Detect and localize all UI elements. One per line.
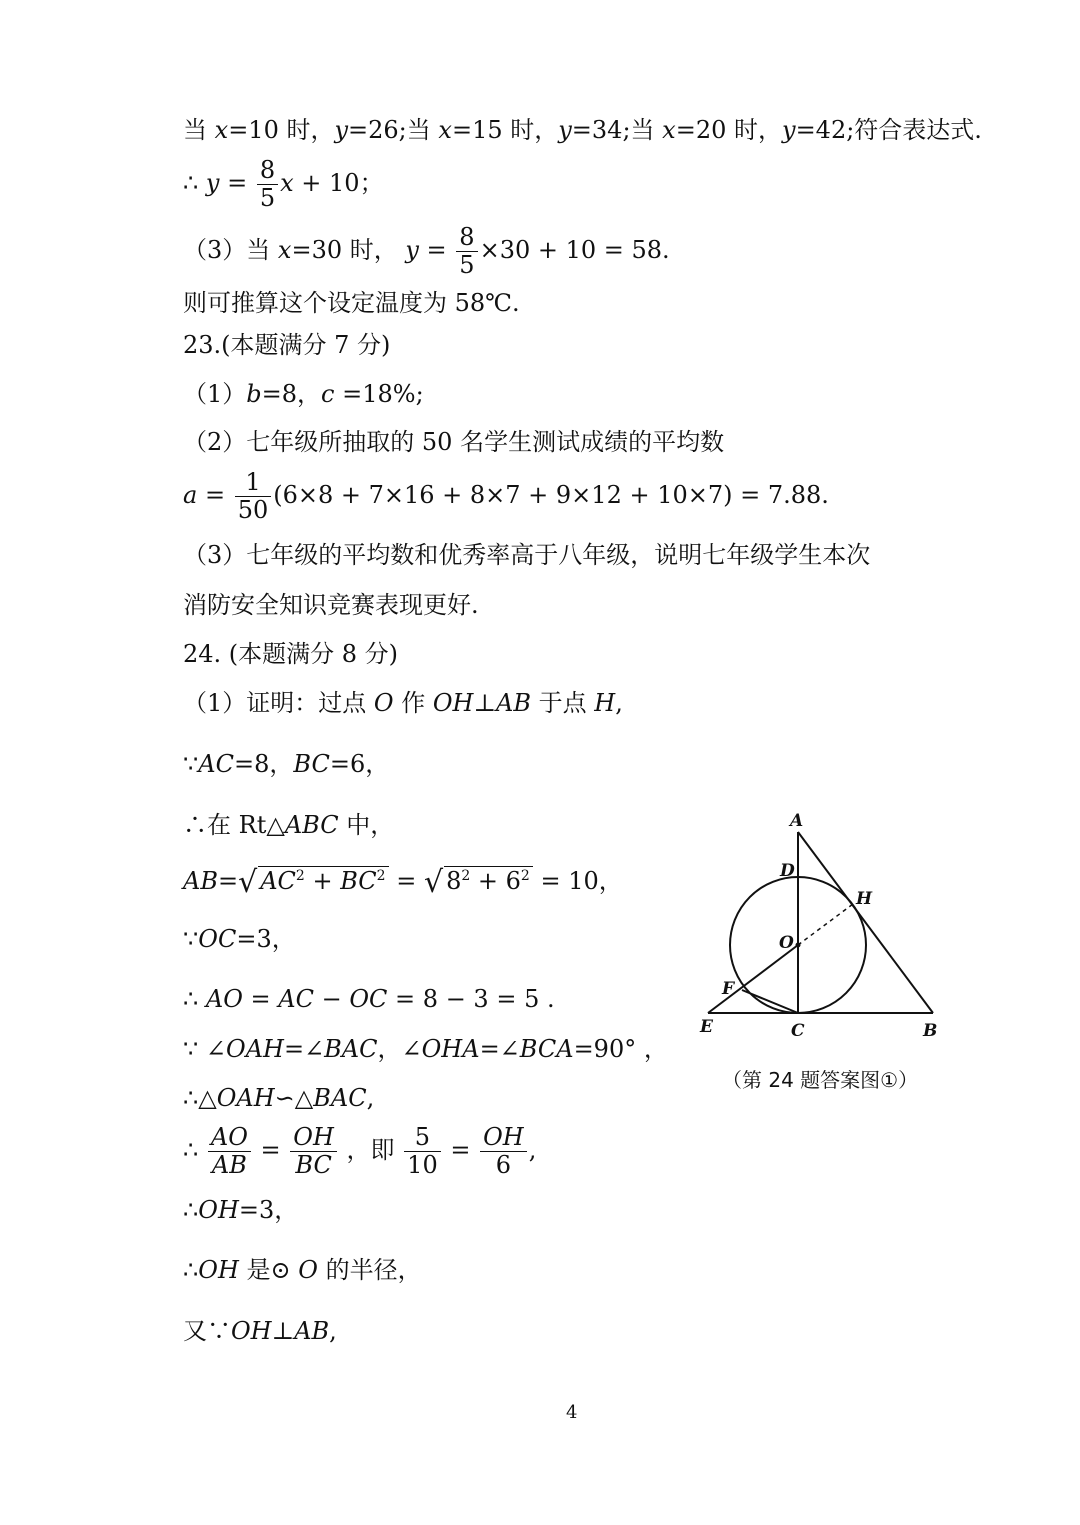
var: x — [662, 116, 676, 144]
text: =15 时， — [451, 116, 559, 144]
therefore-symbol: ∴ — [183, 1196, 199, 1224]
label-H: H — [856, 889, 873, 909]
text: = 10， — [532, 867, 623, 895]
denominator: 5 — [459, 251, 475, 280]
var: OHA — [421, 1035, 480, 1063]
var: OH — [198, 1196, 239, 1224]
denominator: BC — [295, 1151, 332, 1180]
text: ×30 + 10 = 58. — [479, 236, 670, 265]
text: , — [615, 689, 623, 717]
text-line — [183, 1319, 337, 1343]
var: OC — [349, 985, 388, 1013]
text: ∴在 Rt△ — [183, 811, 285, 839]
fraction — [208, 1125, 251, 1178]
segment-OH-dashed — [798, 904, 853, 945]
text-line — [183, 987, 555, 1011]
formula-line — [183, 225, 670, 278]
formula-line — [183, 1125, 536, 1178]
var: x — [280, 169, 294, 198]
text: =18%; — [334, 380, 424, 408]
var: O — [373, 689, 394, 717]
numerator: OH — [290, 1125, 337, 1152]
text: （1） — [183, 380, 247, 408]
fraction — [456, 225, 477, 278]
fraction — [480, 1125, 527, 1178]
text-line: （2）七年级所抽取的 50 名学生测试成绩的平均数 — [183, 428, 725, 456]
text: =30 时， — [291, 236, 406, 265]
var: O — [298, 1256, 318, 1284]
denominator: 5 — [259, 184, 276, 213]
text: =3， — [238, 1196, 299, 1224]
text: ⊥ — [473, 689, 497, 717]
text: ∵ ∠ — [183, 1035, 227, 1063]
text: + — [304, 867, 341, 895]
text: 中， — [338, 811, 395, 839]
radical-sign: √ — [238, 865, 258, 900]
var: y — [334, 116, 349, 144]
var: c — [321, 380, 335, 408]
text: = — [442, 1136, 479, 1165]
numerator: 5 — [404, 1125, 441, 1152]
numerator: 1 — [235, 470, 272, 497]
fraction — [257, 158, 278, 211]
var: b — [246, 380, 262, 408]
radicand — [258, 866, 388, 893]
text: + 6 — [470, 867, 521, 895]
text: =20 时， — [675, 116, 782, 144]
text: 作 — [393, 689, 433, 717]
label-A: A — [790, 811, 804, 831]
text-line: 消防安全知识竞赛表现更好. — [183, 591, 479, 619]
var: OC — [198, 925, 237, 953]
text: (6×8 + 7×16 + 8×7 + 9×12 + 10×7) = 7.88. — [273, 481, 829, 510]
text: , — [366, 1084, 375, 1112]
var: x — [438, 116, 452, 144]
text: ⊥ — [271, 1317, 295, 1345]
var: OAH — [226, 1035, 284, 1063]
center-point-O — [796, 943, 801, 948]
text: =8， — [261, 380, 322, 408]
denominator: 10 — [407, 1151, 438, 1180]
text-line — [183, 752, 389, 776]
var: OH — [231, 1317, 272, 1345]
text: 当 — [183, 116, 215, 144]
text: =10 时， — [228, 116, 335, 144]
var: AO — [205, 985, 243, 1013]
text: =34;当 — [571, 116, 663, 144]
text: = — [217, 867, 239, 895]
formula-line — [183, 158, 384, 211]
var: AB — [183, 867, 218, 895]
var: OAH — [216, 1084, 275, 1112]
var: AC — [260, 867, 296, 895]
var: BAC — [324, 1035, 378, 1063]
text-line: 则可推算这个设定温度为 58℃. — [183, 289, 520, 317]
text: =3， — [236, 925, 296, 953]
text: , — [329, 1317, 337, 1345]
formula-line — [183, 470, 829, 523]
text-line — [183, 927, 296, 951]
text: =26;当 — [348, 116, 439, 144]
text: =∠ — [283, 1035, 325, 1063]
page-number: 4 — [566, 1402, 578, 1423]
segment-AB — [798, 832, 933, 1013]
label-O: O — [779, 933, 794, 953]
text: =90° ， — [573, 1035, 668, 1063]
text: 于点 — [531, 689, 595, 717]
exponent: 2 — [376, 868, 386, 884]
var: AB — [294, 1317, 330, 1345]
var: OH — [198, 1256, 239, 1284]
text-line — [183, 1258, 422, 1282]
fraction — [404, 1125, 441, 1178]
text-line — [183, 1086, 374, 1110]
denominator: 6 — [495, 1151, 512, 1180]
figure-caption: （第 24 题答案图①） — [722, 1068, 919, 1092]
text-line — [183, 382, 424, 406]
text: 8 — [446, 867, 462, 895]
text-line — [183, 1198, 298, 1222]
text: 又∵ — [183, 1317, 231, 1345]
text-line — [183, 1037, 668, 1061]
therefore-symbol: ∴ — [183, 169, 206, 198]
text: ，∠ — [377, 1035, 422, 1063]
numerator: 8 — [257, 158, 278, 185]
therefore-symbol: ∴ — [183, 1136, 206, 1165]
label-D: D — [780, 861, 795, 881]
text: = 8 − 3 = 5 . — [387, 985, 555, 1013]
fraction — [290, 1125, 337, 1178]
radical-sign: √ — [423, 865, 444, 900]
var: BCA — [519, 1035, 574, 1063]
radicand — [444, 866, 533, 893]
var: BC — [293, 750, 330, 778]
var: BC — [340, 867, 377, 895]
text: = — [197, 481, 233, 510]
text: =6， — [329, 750, 390, 778]
var: y — [205, 169, 220, 198]
therefore-symbol: ∴ — [183, 1256, 199, 1284]
var: x — [214, 116, 229, 144]
text: 的半径， — [317, 1256, 422, 1284]
var: AC — [278, 985, 314, 1013]
exponent: 2 — [461, 868, 471, 884]
text: + 10； — [293, 169, 384, 198]
var: x — [277, 236, 292, 265]
fraction — [235, 470, 272, 523]
label-C: C — [791, 1021, 805, 1041]
var: BAC — [313, 1084, 367, 1112]
text: = — [219, 169, 255, 198]
text: = — [252, 1136, 289, 1165]
numerator: AO — [208, 1125, 251, 1152]
exponent: 2 — [520, 868, 530, 884]
text-line — [183, 813, 394, 837]
exponent: 2 — [295, 868, 305, 884]
text: , — [528, 1136, 537, 1165]
var: AC — [198, 750, 234, 778]
text: =8， — [233, 750, 294, 778]
formula-line — [183, 866, 623, 898]
therefore-symbol: ∴ — [183, 985, 206, 1013]
numerator: 8 — [456, 225, 477, 252]
var: H — [594, 689, 616, 717]
var: a — [183, 481, 198, 510]
denominator: 50 — [237, 496, 269, 525]
var: OH — [432, 689, 474, 717]
denominator: AB — [211, 1151, 247, 1180]
numerator: OH — [480, 1125, 527, 1152]
text: ∴△ — [183, 1084, 217, 1112]
var: ABC — [284, 811, 339, 839]
text: − — [314, 985, 350, 1013]
text: =42;符合表达式. — [795, 116, 982, 144]
text-line — [183, 118, 982, 142]
text: = — [388, 867, 424, 895]
var: y — [405, 236, 419, 265]
section-heading: 23.(本题满分 7 分) — [183, 331, 391, 359]
label-F: F — [722, 979, 735, 999]
text: ，即 — [338, 1136, 403, 1165]
label-E: E — [700, 1017, 713, 1037]
text: 是⊙ — [238, 1256, 299, 1284]
text: ∽△ — [274, 1084, 314, 1112]
var: y — [558, 116, 572, 144]
because-symbol: ∵ — [183, 750, 199, 778]
text: （1）证明：过点 — [183, 689, 374, 717]
var: y — [782, 116, 796, 144]
geometry-figure — [695, 808, 955, 1048]
var: AB — [496, 689, 532, 717]
text-line — [183, 691, 623, 715]
text: =∠ — [479, 1035, 520, 1063]
text: = — [242, 985, 279, 1013]
section-heading: 24. (本题满分 8 分) — [183, 640, 399, 668]
text-line: （3）七年级的平均数和优秀率高于八年级，说明七年级学生本次 — [183, 541, 871, 569]
text: （3）当 — [183, 236, 278, 265]
text: = — [418, 236, 455, 265]
label-B: B — [923, 1021, 938, 1041]
because-symbol: ∵ — [183, 925, 199, 953]
